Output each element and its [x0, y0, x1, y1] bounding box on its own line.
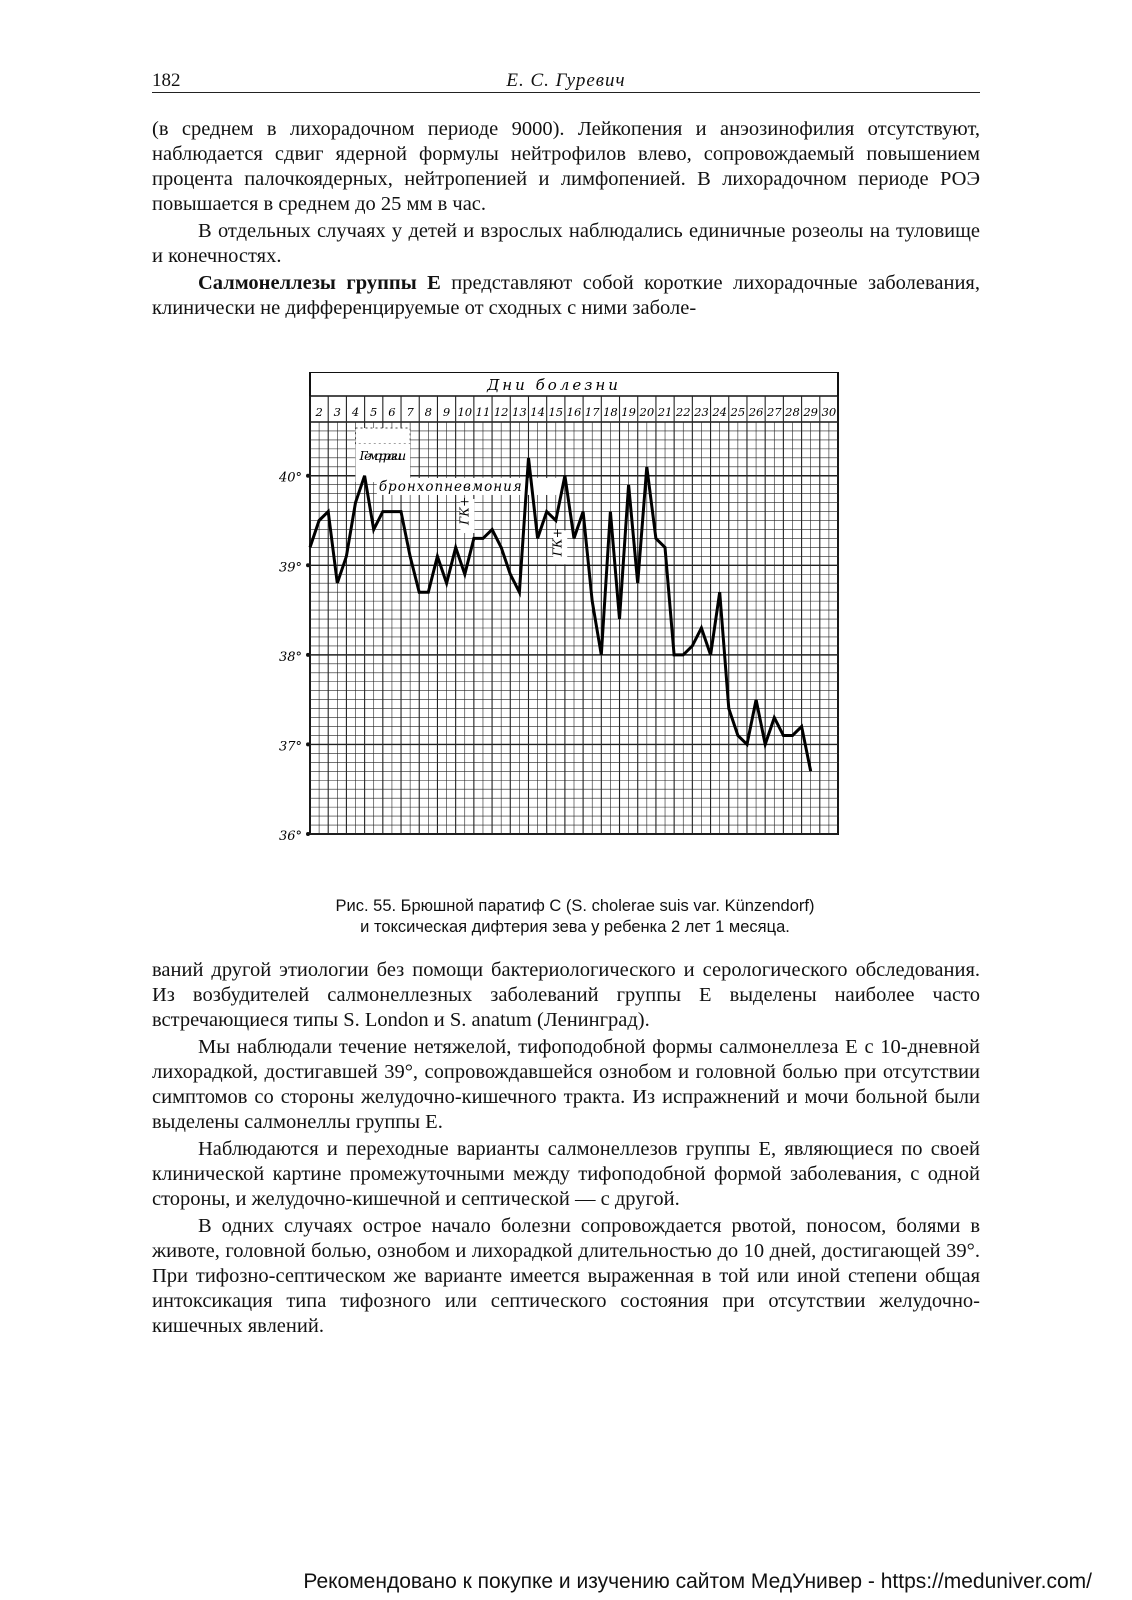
hemorrhage-label: Геморрагии	[359, 448, 407, 463]
bold-term: Салмонеллезы группы Е	[198, 272, 441, 294]
caption-line: и токсическая дифтерия зева у ребенка 2 лет 1 месяца.	[360, 918, 790, 936]
day-tick-label: 25	[730, 405, 746, 419]
temp-tick-label: 39°	[278, 560, 302, 576]
paragraph: В одних случаях острое начало болезни сопровождается рвотой, поносом, болями в животе, головной болью, ознобом и лихорадкой длительностью до 10 дней, достигающей 39°. При тифозно-септическом же варианте имеется выраженная в той или иной степени общая интоксикация типа тифозного или септического состояния при отсутствии желудочно-кишечных явлений.	[152, 1215, 980, 1337]
temperature-chart-svg	[268, 372, 868, 868]
day-tick-label: 12	[493, 405, 509, 419]
day-tick-label: 6	[388, 405, 396, 419]
day-tick-label: 11	[475, 405, 491, 419]
paragraph: (в среднем в лихорадочном периоде 9000). Лейкопения и анэозинофилия отсутствуют, наблюдается сдвиг ядерной формулы нейтрофилов влево, сопровождаемый повышением процента палочкоядерных, нейтропенией и лимфопенией. В лихорадочном периоде РОЭ повышается в среднем до 25 мм в час.	[152, 118, 980, 215]
day-tick-label: 30	[821, 405, 837, 419]
caption-line: Рис. 55. Брюшной паратиф С (S. cholerae suis var. Künzendorf)	[335, 897, 815, 915]
day-tick-label: 26	[748, 405, 764, 419]
day-tick-label: 24	[712, 405, 727, 419]
paragraph-rest: представляют собой короткие лихорадочные заболевания, клинически не дифференцируемые от сходных с ними заболе-	[152, 272, 980, 319]
paragraph: ваний другой этиологии без помощи бактериологического и серологического обследования. Из возбудителей салмонеллезных заболеваний группы Е выделены наиболее часто встречающиеся типы S. London и S. anatum (Ленинград).	[152, 959, 980, 1031]
day-tick-label: 19	[621, 405, 636, 419]
temp-tick-mark	[306, 653, 310, 657]
day-tick-label: 7	[406, 405, 414, 419]
day-tick-label: 27	[766, 405, 782, 419]
gk-positive-label: ГК+	[549, 527, 565, 557]
temp-tick-mark	[306, 742, 310, 746]
day-tick-label: 29	[803, 405, 819, 419]
day-tick-label: 14	[530, 405, 545, 419]
temperature-curve	[310, 458, 811, 772]
figure-caption	[180, 896, 970, 938]
temp-tick-label: 36°	[278, 829, 302, 844]
body-text-bottom	[152, 958, 980, 1339]
running-head: Е. С. Гуревич	[506, 70, 626, 91]
temperature-chart	[268, 372, 868, 868]
day-tick-label: 21	[657, 405, 673, 419]
paragraph: Мы наблюдали течение нетяжелой, тифоподобной формы салмонеллеза Е с 10-дневной лихорадкой, достигавшей 39°, сопровождавшейся ознобом и головной болью при отсутствии симптомов со стороны желудочно-кишечного тракта. Из испражнений и мочи больной были выделены салмонеллы группы Е.	[152, 1036, 980, 1133]
day-tick-label: 17	[584, 405, 600, 419]
day-tick-label: 8	[424, 405, 433, 419]
temp-tick-label: 38°	[278, 649, 302, 665]
temp-tick-mark	[306, 563, 310, 567]
footer-recommendation: Рекомендовано к покупке и изучению сайтом МедУнивер - https://meduniver.com/	[303, 1570, 1092, 1593]
day-tick-label: 22	[675, 405, 691, 419]
page-header	[152, 70, 980, 93]
day-tick-label: 23	[694, 405, 709, 419]
chart-title: Дни болезни	[487, 376, 621, 394]
day-tick-label: 9	[442, 405, 451, 419]
temp-tick-label: 40°	[278, 470, 302, 486]
hemorrhage-marker	[356, 428, 411, 444]
day-tick-label: 4	[351, 405, 360, 419]
bronchopneumonia-label: бронхопневмония	[378, 478, 523, 495]
day-tick-label: 28	[785, 405, 800, 419]
page-number: 182	[152, 70, 181, 91]
day-tick-label: 2	[315, 405, 323, 419]
temp-tick-mark	[306, 832, 310, 836]
gk-positive-label: ГК+	[456, 496, 472, 525]
day-tick-label: 18	[603, 405, 618, 419]
day-tick-label: 20	[639, 405, 655, 419]
paragraph: Наблюдаются и переходные варианты салмонеллезов группы Е, являющиеся по своей клинической картине промежуточными между тифоподобной формой заболевания, с одной стороны, и желудочно-кишечной и септической — с другой.	[152, 1138, 980, 1210]
paragraph: В отдельных случаях у детей и взрослых наблюдались единичные розеолы на туловище и конечностях.	[152, 220, 980, 267]
day-tick-label: 10	[457, 405, 473, 419]
paragraph	[152, 271, 980, 321]
day-tick-label: 13	[512, 405, 527, 419]
temp-tick-mark	[306, 474, 310, 478]
day-tick-label: 16	[566, 405, 582, 419]
day-tick-label: 3	[333, 405, 341, 419]
body-text-top	[152, 117, 980, 321]
day-tick-label: 15	[548, 405, 564, 419]
day-tick-label: 5	[370, 405, 378, 419]
temp-tick-label: 37°	[278, 739, 302, 755]
